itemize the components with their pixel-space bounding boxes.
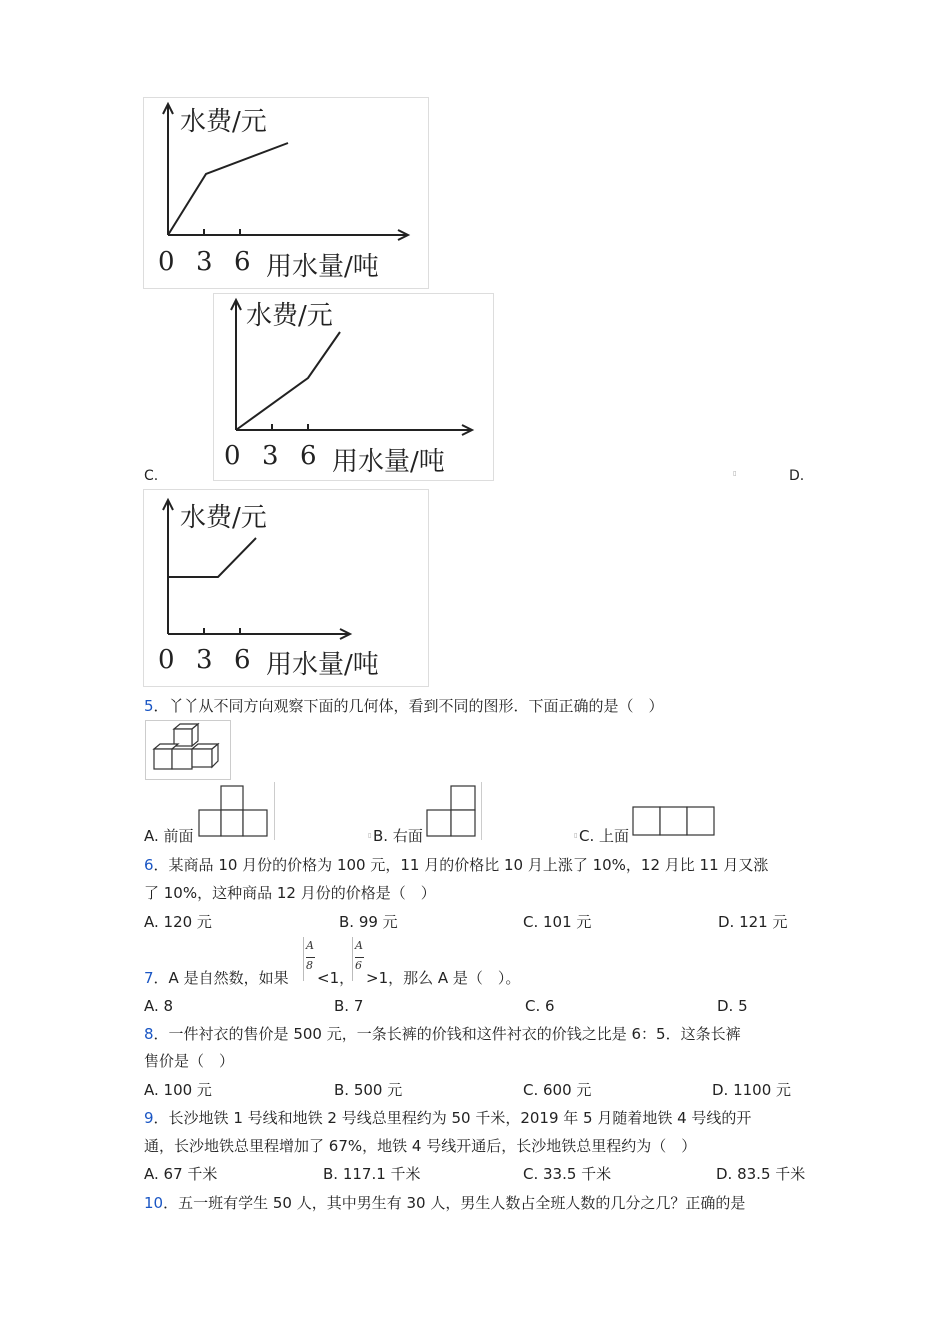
y-axis-label: 水费/元 xyxy=(246,301,333,331)
question-number: 7 xyxy=(144,969,154,987)
question-text: ．丫丫从不同方向观察下面的几何体，看到不同的图形．下面正确的是（ ） xyxy=(153,697,664,715)
question-7-part-b: <1， xyxy=(317,969,355,987)
tick-3: 3 xyxy=(262,441,279,471)
tick-3: 3 xyxy=(196,247,213,277)
question-9-line-2: 通，长沙地铁总里程增加了 67%，地铁 4 号线开通后，长沙地铁总里程约为（ ） xyxy=(144,1137,697,1155)
x-axis-label: 用水量/吨 xyxy=(266,252,379,282)
q7-option-c: C. 6 xyxy=(525,997,555,1015)
tick-6: 6 xyxy=(234,645,251,675)
graph-b xyxy=(143,97,429,289)
graph-c xyxy=(213,293,494,481)
q8-option-b: B. 500 元 xyxy=(334,1081,403,1099)
top-view-figure xyxy=(630,803,718,840)
q7-option-b: B. 7 xyxy=(334,997,364,1015)
question-8-line-2: 售价是（ ） xyxy=(144,1052,235,1070)
tick-0: 0 xyxy=(158,645,175,675)
question-text: ．A 是自然数，如果 xyxy=(153,969,289,987)
question-7-part-c: >1，那么 A 是（ ）。 xyxy=(366,969,521,987)
tick-3: 3 xyxy=(196,645,213,675)
q9-option-a: A. 67 千米 xyxy=(144,1165,218,1183)
x-axis-label: 用水量/吨 xyxy=(332,447,445,477)
question-number: 8 xyxy=(144,1025,154,1043)
tick-0: 0 xyxy=(224,441,241,471)
numerator: A xyxy=(306,939,314,952)
tick-6: 6 xyxy=(300,441,317,471)
fraction-a-over-8 xyxy=(303,937,315,981)
question-9 xyxy=(144,1108,751,1128)
question-number: 5 xyxy=(144,697,154,715)
q7-option-a: A. 8 xyxy=(144,997,174,1015)
q8-option-d: D. 1100 元 xyxy=(712,1081,792,1099)
denominator: 6 xyxy=(355,959,362,972)
placeholder-mark: ▯ xyxy=(368,832,372,839)
tick-0: 0 xyxy=(158,247,175,277)
question-7 xyxy=(144,968,289,988)
q5-option-b: B. 右面 xyxy=(373,827,423,845)
q6-option-c: C. 101 元 xyxy=(523,913,592,931)
y-axis-label: 水费/元 xyxy=(180,107,267,137)
question-6 xyxy=(144,855,768,875)
q8-option-c: C. 600 元 xyxy=(523,1081,592,1099)
q5-option-c: C. 上面 xyxy=(579,827,630,845)
question-number: 6 xyxy=(144,856,154,874)
q6-option-b: B. 99 元 xyxy=(339,913,398,931)
question-5 xyxy=(144,696,664,716)
option-d-label: D. xyxy=(789,468,805,484)
placeholder-mark: ▯ xyxy=(574,832,578,839)
placeholder-mark: ▯ xyxy=(733,470,737,477)
y-axis-label: 水费/元 xyxy=(180,503,267,533)
q6-option-d: D. 121 元 xyxy=(718,913,788,931)
question-6-line-2: 了 10%，这种商品 12 月份的价格是（ ） xyxy=(144,884,436,902)
question-text: ．某商品 10 月份的价格为 100 元，11 月的价格比 10 月上涨了 10%，12 月比 11 月又涨 xyxy=(153,856,769,874)
question-text: ．一件衬衣的售价是 500 元，一条长裤的价钱和这件衬衣的价钱之比是 6：5．这条长裤 xyxy=(153,1025,741,1043)
front-view-figure xyxy=(197,782,275,840)
denominator: 8 xyxy=(306,959,313,972)
q9-option-b: B. 117.1 千米 xyxy=(323,1165,421,1183)
option-c-label: C. xyxy=(144,468,159,484)
q9-option-d: D. 83.5 千米 xyxy=(716,1165,806,1183)
cubes-figure xyxy=(145,720,231,780)
question-text: ．长沙地铁 1 号线和地铁 2 号线总里程约为 50 千米，2019 年 5 月随着地铁 4 号线的开 xyxy=(153,1109,752,1127)
graph-d xyxy=(143,489,429,687)
numerator: A xyxy=(355,939,363,952)
fraction-a-over-6 xyxy=(352,937,364,981)
q9-option-c: C. 33.5 千米 xyxy=(523,1165,612,1183)
q7-option-d: D. 5 xyxy=(717,997,748,1015)
question-10 xyxy=(144,1193,745,1213)
q8-option-a: A. 100 元 xyxy=(144,1081,212,1099)
right-view-figure xyxy=(425,782,482,840)
question-text: ．五一班有学生 50 人，其中男生有 30 人，男生人数占全班人数的几分之几？正确的是 xyxy=(163,1194,746,1212)
question-number: 9 xyxy=(144,1109,154,1127)
q6-option-a: A. 120 元 xyxy=(144,913,212,931)
question-number: 10 xyxy=(144,1194,164,1212)
tick-6: 6 xyxy=(234,247,251,277)
q5-option-a: A. 前面 xyxy=(144,827,194,845)
x-axis-label: 用水量/吨 xyxy=(266,650,379,680)
question-8 xyxy=(144,1024,741,1044)
